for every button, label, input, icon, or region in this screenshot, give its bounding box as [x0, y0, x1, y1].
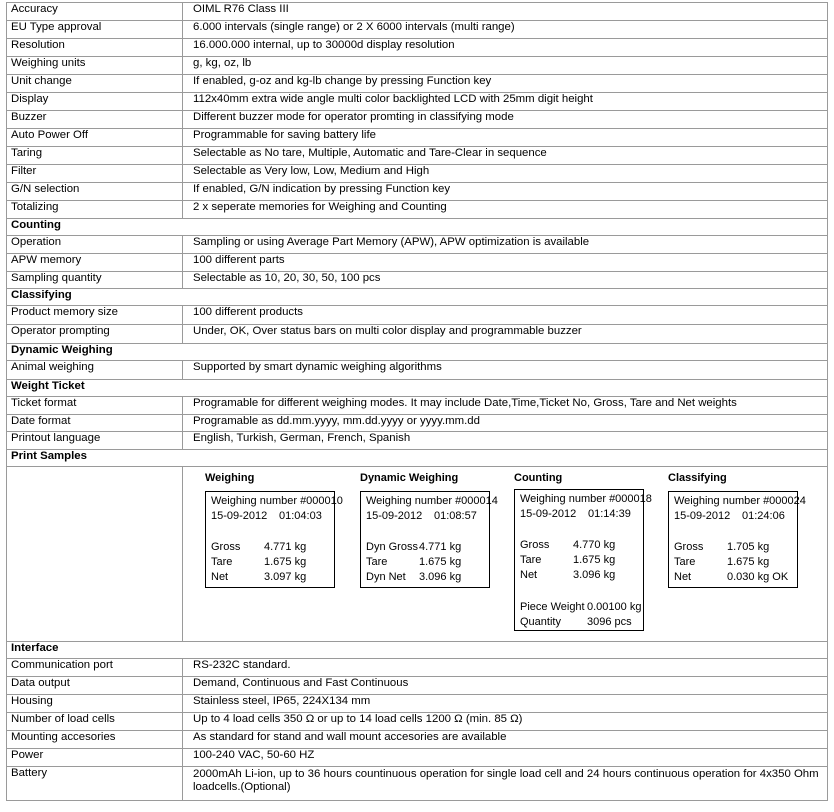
ticket-line-value: 3.096 kg: [419, 571, 462, 583]
spec-table-bottom: [7, 642, 828, 801]
ticket-line-value: 1.675 kg: [419, 556, 462, 568]
spec-label: G/N selection: [7, 183, 183, 201]
section-row-dynamic-weighing: [7, 344, 828, 361]
ticket: [668, 491, 806, 588]
spec-label: Housing: [7, 695, 183, 713]
spec-label: Display: [7, 93, 183, 111]
spec-value: OIML R76 Class III: [183, 3, 828, 21]
ticket-time: 01:04:03: [279, 510, 322, 522]
spec-row-power: [7, 749, 828, 767]
ticket-line-value: 1.675 kg: [573, 554, 616, 566]
section-heading: Interface: [7, 642, 828, 659]
ticket: [514, 489, 652, 631]
ticket-header: Weighing number #000010: [211, 495, 343, 507]
ticket-header: Weighing number #000018: [520, 493, 652, 505]
spec-value: g, kg, oz, lb: [183, 57, 828, 75]
spec-row-animal-weighing: [7, 361, 828, 380]
section-heading: Classifying: [7, 289, 828, 306]
spec-label: Data output: [7, 677, 183, 695]
spec-value: If enabled, G/N indication by pressing Function key: [183, 183, 828, 201]
print-sample-title: Classifying: [668, 472, 727, 484]
spec-row-accuracy: [7, 3, 828, 21]
ticket-line-label: Tare: [366, 556, 388, 568]
ticket-time: 01:24:06: [742, 510, 785, 522]
spec-label: Filter: [7, 165, 183, 183]
section-row-classifying: [7, 289, 828, 306]
spec-value: Stainless steel, IP65, 224X134 mm: [183, 695, 828, 713]
ticket-date: 15-09-2012: [674, 510, 731, 522]
spec-label: Accuracy: [7, 3, 183, 21]
spec-value: Sampling or using Average Part Memory (APW), APW optimization is available: [183, 236, 828, 254]
spec-label: Battery: [7, 767, 183, 801]
spec-label: APW memory: [7, 254, 183, 272]
ticket-line-label: Gross: [674, 541, 704, 553]
ticket-line-value: 0.030 kg OK: [727, 571, 789, 583]
spec-label: Printout language: [7, 432, 183, 450]
ticket-header: Weighing number #000014: [366, 495, 498, 507]
section-heading: Dynamic Weighing: [7, 344, 828, 361]
spec-table: [6, 2, 828, 801]
spec-label: Totalizing: [7, 201, 183, 219]
spec-row-apw-memory: [7, 254, 828, 272]
ticket-line-label: Gross: [211, 541, 241, 553]
spec-row-operation: [7, 236, 828, 254]
spec-label: Communication port: [7, 659, 183, 677]
ticket-line-label: Net: [674, 571, 692, 583]
spec-value: Demand, Continuous and Fast Continuous: [183, 677, 828, 695]
spec-row-buzzer: [7, 111, 828, 129]
spec-row-date-format: [7, 415, 828, 432]
spec-label: Power: [7, 749, 183, 767]
ticket-header: Weighing number #000024: [674, 495, 806, 507]
spec-value: Selectable as 10, 20, 30, 50, 100 pcs: [183, 272, 828, 289]
spec-row-weighing-units: [7, 57, 828, 75]
ticket-line-label: Tare: [674, 556, 696, 568]
spec-label: Weighing units: [7, 57, 183, 75]
spec-row-display: [7, 93, 828, 111]
spec-row-operator-prompting: [7, 325, 828, 344]
section-heading: Weight Ticket: [7, 380, 828, 397]
print-samples-body: [7, 467, 828, 642]
spec-value: 100-240 VAC, 50-60 HZ: [183, 749, 828, 767]
spec-value: Supported by smart dynamic weighing algorithms: [183, 361, 828, 380]
ticket-line-label: Net: [211, 571, 229, 583]
section-row-counting: [7, 219, 828, 236]
spec-value: 2 x seperate memories for Weighing and Counting: [183, 201, 828, 219]
ticket-date: 15-09-2012: [520, 508, 577, 520]
spec-row-number-of-load-cells: [7, 713, 828, 731]
spec-row-housing: [7, 695, 828, 713]
spec-row-filter: [7, 165, 828, 183]
spec-row-product-memory-size: [7, 306, 828, 325]
spec-value: Programable as dd.mm.yyyy, mm.dd.yyyy or yyyy.mm.dd: [183, 415, 828, 432]
spec-row-ticket-format: [7, 397, 828, 415]
spec-label: Mounting accesories: [7, 731, 183, 749]
print-sample-title: Weighing: [205, 472, 255, 484]
ticket-line-value: 1.705 kg: [727, 541, 770, 553]
ticket-line-value: 4.770 kg: [573, 539, 616, 551]
ticket-extra-value: 3096 pcs: [587, 616, 632, 628]
spec-row-auto-power-off: [7, 129, 828, 147]
spec-sheet: [6, 2, 828, 801]
ticket-line-label: Tare: [211, 556, 233, 568]
spec-label: Taring: [7, 147, 183, 165]
spec-row-mounting-accesories: [7, 731, 828, 749]
spec-value: As standard for stand and wall mount accesories are available: [183, 731, 828, 749]
spec-value: Selectable as No tare, Multiple, Automatic and Tare-Clear in sequence: [183, 147, 828, 165]
spec-row-communication-port: [7, 659, 828, 677]
print-samples-label-cell: [7, 467, 183, 642]
section-row-weight-ticket: [7, 380, 828, 397]
print-samples-row: [7, 467, 828, 642]
spec-label: Operation: [7, 236, 183, 254]
ticket-line-label: Dyn Gross: [366, 541, 418, 553]
spec-value: Under, OK, Over status bars on multi color display and programmable buzzer: [183, 325, 828, 344]
ticket-line-value: 3.096 kg: [573, 569, 616, 581]
spec-label: Product memory size: [7, 306, 183, 325]
ticket-line-value: 1.675 kg: [264, 556, 307, 568]
section-heading: Counting: [7, 219, 828, 236]
spec-value: Selectable as Very low, Low, Medium and High: [183, 165, 828, 183]
spec-row-resolution: [7, 39, 828, 57]
spec-label: Ticket format: [7, 397, 183, 415]
spec-value: Different buzzer mode for operator promting in classifying mode: [183, 111, 828, 129]
spec-value: 112x40mm extra wide angle multi color backlighted LCD with 25mm digit height: [183, 93, 828, 111]
spec-table-top: [7, 3, 828, 467]
spec-label: Number of load cells: [7, 713, 183, 731]
spec-value: 100 different parts: [183, 254, 828, 272]
ticket-date: 15-09-2012: [366, 510, 423, 522]
spec-row-totalizing: [7, 201, 828, 219]
section-row-interface: [7, 642, 828, 659]
ticket-extra-label: Quantity: [520, 616, 561, 628]
print-sample-title: Counting: [514, 472, 563, 484]
spec-value: 16.000.000 internal, up to 30000d display resolution: [183, 39, 828, 57]
ticket: [360, 491, 498, 588]
spec-value: If enabled, g-oz and kg-lb change by pressing Function key: [183, 75, 828, 93]
spec-label: Operator prompting: [7, 325, 183, 344]
ticket-line-label: Dyn Net: [366, 571, 406, 583]
spec-value: Programmable for saving battery life: [183, 129, 828, 147]
spec-row-eu-type-approval: [7, 21, 828, 39]
ticket-time: 01:14:39: [588, 508, 631, 520]
ticket-line-value: 4.771 kg: [264, 541, 307, 553]
spec-value: Up to 4 load cells 350 Ω or up to 14 load cells 1200 Ω (min. 85 Ω): [183, 713, 828, 731]
ticket-extra-value: 0.00100 kg: [587, 601, 642, 613]
ticket-time: 01:08:57: [434, 510, 477, 522]
section-heading: Print Samples: [7, 450, 828, 467]
ticket-line-label: Gross: [520, 539, 550, 551]
ticket-line-label: Net: [520, 569, 538, 581]
spec-value: Programable for different weighing modes. It may include Date,Time,Ticket No, Gross, Tare and Net weights: [183, 397, 828, 415]
spec-label: Resolution: [7, 39, 183, 57]
spec-label: Buzzer: [7, 111, 183, 129]
print-sample-title: Dynamic Weighing: [360, 472, 459, 484]
spec-label: Unit change: [7, 75, 183, 93]
ticket-line-label: Tare: [520, 554, 542, 566]
spec-row-data-output: [7, 677, 828, 695]
spec-value: 2000mAh Li-ion, up to 36 hours countinuous operation for single load cell and 24 hours continuous operation for 4x350 Ohm loadcells.(Optional): [183, 767, 828, 801]
section-row-print-samples: [7, 450, 828, 467]
ticket-line-value: 3.097 kg: [264, 571, 307, 583]
ticket-date: 15-09-2012: [211, 510, 268, 522]
spec-row-taring: [7, 147, 828, 165]
spec-row-battery: [7, 767, 828, 801]
spec-row-printout-language: [7, 432, 828, 450]
spec-value: 6.000 intervals (single range) or 2 X 6000 intervals (multi range): [183, 21, 828, 39]
spec-label: Auto Power Off: [7, 129, 183, 147]
spec-value: English, Turkish, German, French, Spanish: [183, 432, 828, 450]
spec-value: 100 different products: [183, 306, 828, 325]
spec-label: Sampling quantity: [7, 272, 183, 289]
spec-row-sampling-quantity: [7, 272, 828, 289]
spec-label: EU Type approval: [7, 21, 183, 39]
ticket-extra-label: Piece Weight: [520, 601, 585, 613]
spec-label: Animal weighing: [7, 361, 183, 380]
print-samples-cell: [183, 467, 828, 642]
ticket-line-value: 4.771 kg: [419, 541, 462, 553]
ticket-line-value: 1.675 kg: [727, 556, 770, 568]
spec-value: RS-232C standard.: [183, 659, 828, 677]
spec-row-unit-change: [7, 75, 828, 93]
spec-row-g-n-selection: [7, 183, 828, 201]
ticket: [205, 491, 343, 588]
spec-label: Date format: [7, 415, 183, 432]
